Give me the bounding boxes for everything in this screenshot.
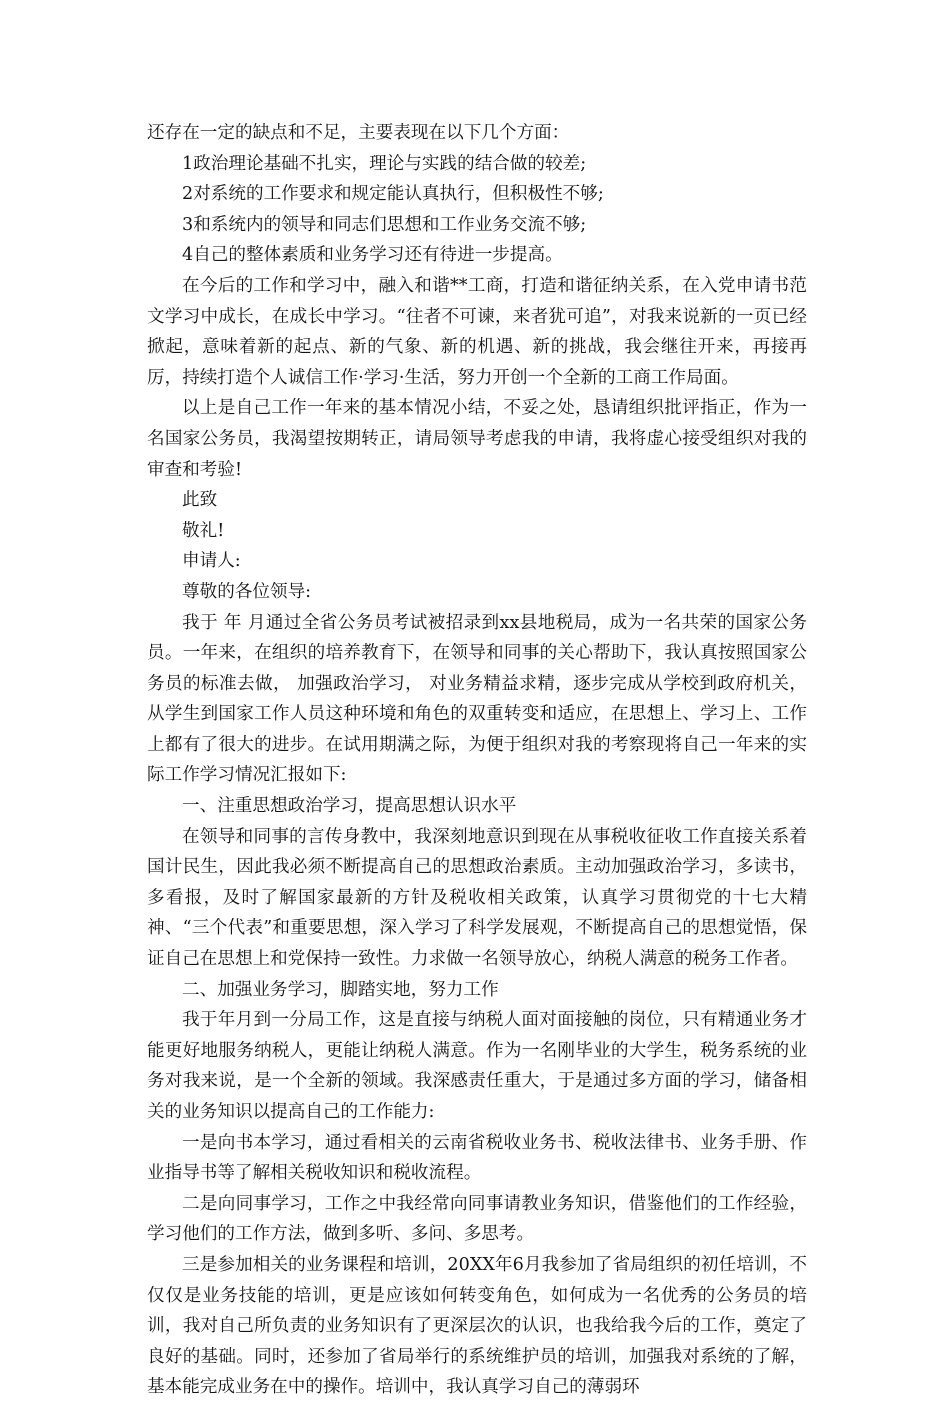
document-body [147, 118, 807, 1403]
salutation: 尊敬的各位领导: [182, 581, 312, 602]
paragraph-summary: 以上是自己工作一年来的基本情况小结，不妥之处，恳请组织批评指正，作为一名国家公务员，我渴望按期转正，请局领导考虑我的申请，我将虚心接受组织对我的审查和考验! [147, 398, 807, 480]
section-heading-1: 一、注重思想政治学习，提高思想认识水平 [182, 796, 517, 817]
paragraph-business: 我于年月到一分局工作，这是直接与纳税人面对面接触的岗位，只有精通业务才能更好地服务纳税人，更能让纳税人满意。作为一名刚毕业的大学生，税务系统的业务对我来说，是一个全新的领域。我深感责任重大，于是通过多方面的学习，储备相关的业务知识以提高自己的工作能力: [147, 1010, 807, 1122]
paragraph-intro: 还存在一定的缺点和不足，主要表现在以下几个方面： [147, 123, 570, 143]
paragraph-books: 一是向书本学习，通过看相关的云南省税收业务书、税收法律书、业务手册、作业指导书等了解相关税收知识和税收流程。 [147, 1132, 807, 1184]
paragraph-opening: 我于 年 月通过全省公务员考试被招录到xx县地税局，成为一名共荣的国家公务员。一年来，在组织的培养教育下，在领导和同事的关心帮助下，我认真按照国家公务员的标准去做， 加强政治学习， 对业务精益求精，逐步完成从学校到政府机关，从学生到国家工作人员这种环境和角色的双重转变和适应，在思想上、学习上、工作上都有了很大的进步。在试用期满之际，为便于组织对我的考察现将自己一年来的实际工作学习情况汇报如下: [147, 612, 807, 786]
paragraph-future: 在今后的工作和学习中，融入和谐**工商，打造和谐征纳关系，在入党申请书范文学习中成长，在成长中学习。“往者不可谏，来者犹可追”，对我来说新的一页已经掀起，意味着新的起点、新的气象、新的机遇、新的挑战，我会继往开来，再接再厉，持续打造个人诚信工作·学习·生活，努力开创一个全新的工商工作局面。 [147, 275, 807, 388]
list-item-1: 1政治理论基础不扎实，理论与实践的结合做的较差; [182, 153, 587, 174]
paragraph-politics: 在领导和同事的言传身教中，我深刻地意识到现在从事税收征收工作直接关系着国计民生，因此我必须不断提高自己的思想政治素质。主动加强政治学习，多读书，多看报，及时了解国家最新的方针及税收相关政策，认真学习贯彻党的十七大精神、“三个代表”和重要思想，深入学习了科学发展观，不断提高自己的思想觉悟，保证自己在思想上和党保持一致性。力求做一名领导放心，纳税人满意的税务工作者。 [147, 826, 807, 970]
section-heading-2: 二、加强业务学习，脚踏实地，努力工作 [182, 979, 499, 1000]
list-item-4: 4自己的整体素质和业务学习还有待进一步提高。 [182, 245, 563, 266]
closing-jingli: 敬礼! [182, 520, 225, 541]
list-item-3: 3和系统内的领导和同志们思想和工作业务交流不够; [182, 214, 587, 235]
list-item-2: 2对系统的工作要求和规定能认真执行，但积极性不够; [182, 184, 604, 205]
paragraph-colleagues: 二是向同事学习，工作之中我经常向同事请教业务知识，借鉴他们的工作经验，学习他们的工作方法，做到多听、多问、多思考。 [147, 1193, 807, 1245]
closing-cizhi: 此致 [182, 490, 218, 511]
signature-applicant: 申请人: [182, 551, 241, 572]
paragraph-training: 三是参加相关的业务课程和培训，20XX年6月我参加了省局组织的初任培训，不仅仅是业务技能的培训，更是应该如何转变角色，如何成为一名优秀的公务员的培训，我对自己所负责的业务知识有了更深层次的认识，也我给我今后的工作，奠定了良好的基础。同时，还参加了省局举行的系统维护员的培训，加强我对系统的了解，基本能完成业务在中的操作。培训中，我认真学习自己的薄弱环 [147, 1254, 807, 1398]
